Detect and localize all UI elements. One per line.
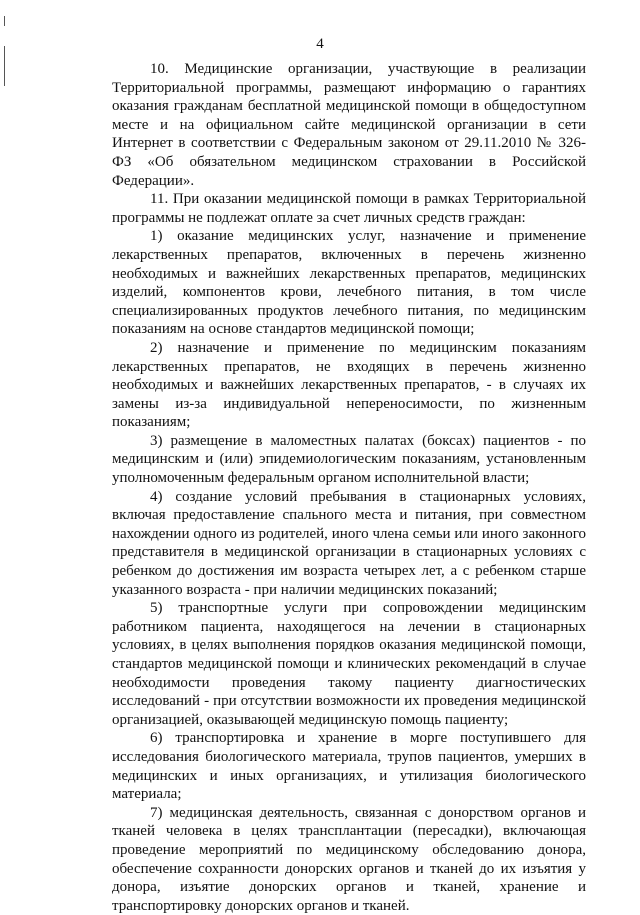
list-item-5: 5) транспортные услуги при сопровождении медицинским работником пациента, находящегося на лечении в стационарных условиях, в целях выполнения порядков оказания медицинской помощи, стандартов медицинской помощи и клинических рекомендаций в случае необходимости проведения такому пациенту диагностических исследований - при отсутствии возможности их проведения медицинской организацией, оказывающей медицинскую помощь пациенту; <box>112 600 586 728</box>
document-body <box>112 60 586 915</box>
list-item-6: 6) транспортировка и хранение в морге поступившего для исследования биологического материала, трупов пациентов, умерших в медицинских и иных организациях, и утилизация биологического материала; <box>112 730 586 803</box>
page-number: 4 <box>316 36 324 52</box>
paragraph-11: 11. При оказании медицинской помощи в рамках Территориальной программы не подлежат оплате за счет личных средств граждан: <box>112 191 586 226</box>
list-item-3: 3) размещение в маломестных палатах (боксах) пациентов - по медицинским и (или) эпидемиологическим показаниям, установленным уполномоченным федеральным органом исполнительной власти; <box>112 432 586 487</box>
list-item-4: 4) создание условий пребывания в стационарных условиях, включая предоставление спального места и питания, при совместном нахождении одного из родителей, иного члена семьи или иного законного представителя в медицинской организации в стационарных условиях с ребенком до достижения им возраста четырех лет, а с ребенком старше указанного возраста - при наличии медицинских показаний; <box>112 488 586 598</box>
scan-edge-marks <box>2 16 8 106</box>
list-item-2: 2) назначение и применение по медицинским показаниям лекарственных препаратов, не входящих в перечень жизненно необходимых и важнейших лекарственных препаратов, - в случаях их замены из-за индивидуальной непереносимости, по жизненным показаниям; <box>112 339 586 431</box>
paragraph-10: 10. Медицинские организации, участвующие в реализации Территориальной программы, размещают информацию о гарантиях оказания гражданам бесплатной медицинской помощи в общедоступном месте и на официальном сайте медицинской организации в сети Интернет в соответствии с Федеральным законом от 29.11.2010 № 326-ФЗ «Об обязательном медицинском страховании в Российской Федерации». <box>112 61 586 189</box>
list-item-1: 1) оказание медицинских услуг, назначение и применение лекарственных препаратов, включенных в перечень жизненно необходимых и важнейших лекарственных препаратов, медицинских изделий, компонентов крови, лечебного питания, в том числе специализированных продуктов лечебного питания, по медицинским показаниям на основе стандартов медицинской помощи; <box>112 228 586 338</box>
list-item-7: 7) медицинская деятельность, связанная с донорством органов и тканей человека в целях трансплантации (пересадки), включающая проведение мероприятий по медицинскому обследованию донора, обеспечение сохранности донорских органов и тканей до их изъятия у донора, изъятие донорских органов и тканей, хранение и транспортировку донорских органов и тканей. <box>112 804 586 914</box>
